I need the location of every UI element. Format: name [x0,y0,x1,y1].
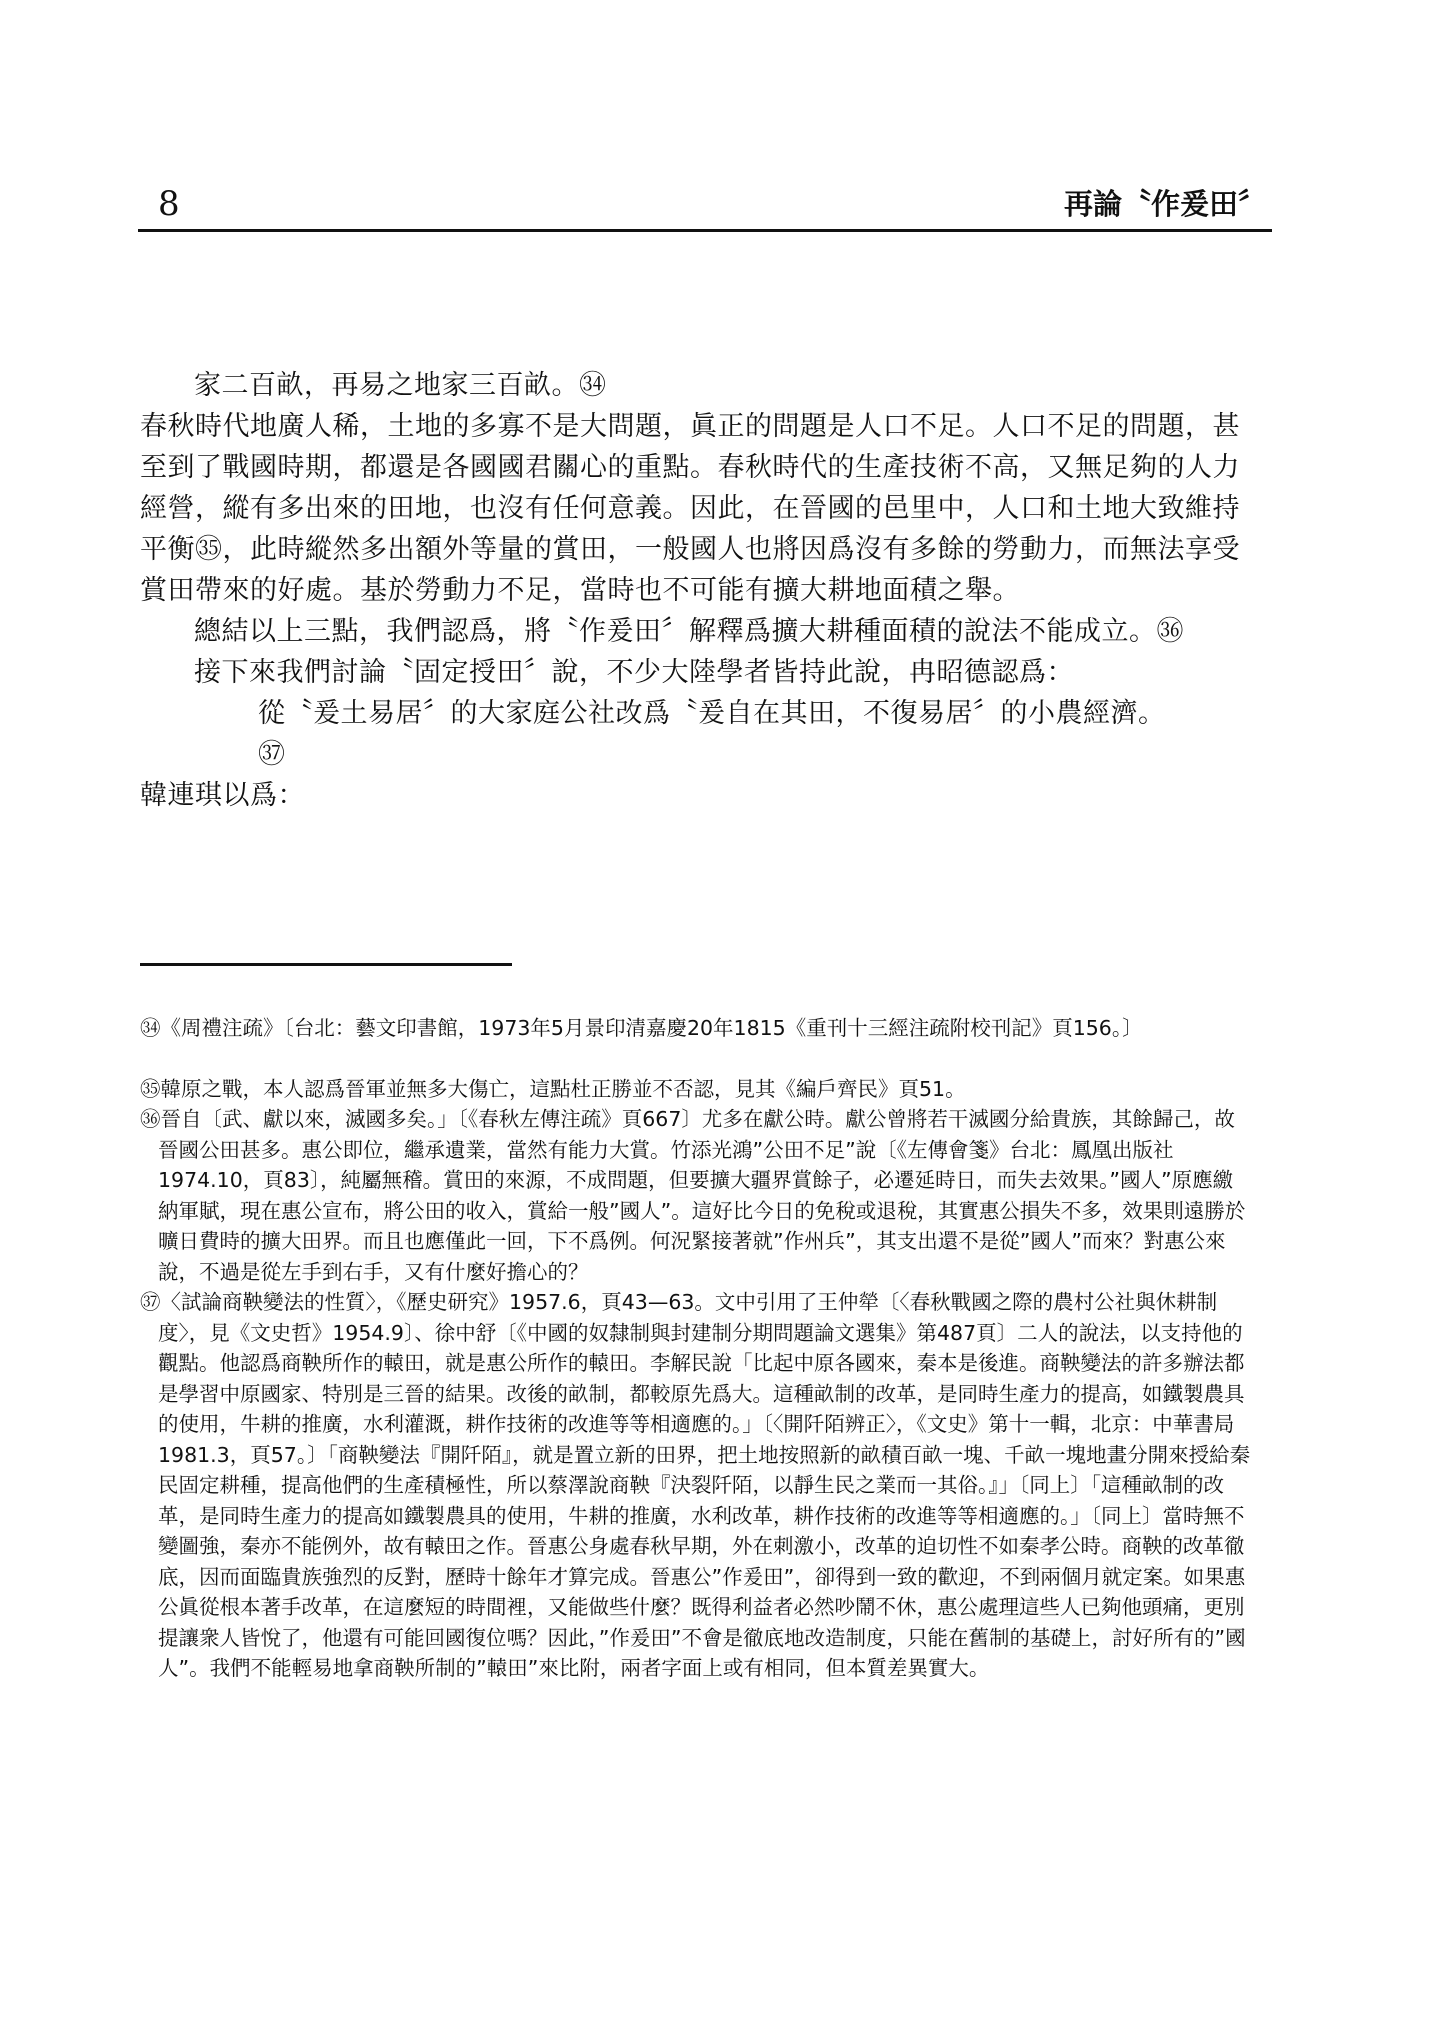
footnotes [140,1013,1252,1684]
footnote-rule [140,963,512,966]
paragraph-fixed-allotment: 接下來我們討論〝固定授田〞說，不少大陸學者皆持此說，冉昭德認爲： [194,657,1074,688]
paragraph-conclusion: 總結以上三點，我們認爲，將〝作爰田〞解釋爲擴大耕種面積的說法不能成立。㊱ [194,616,1184,647]
page-number: 8 [158,184,180,224]
body-text [140,365,1250,816]
footnote-36: ㊱晉自〔武、獻以來，滅國多矣。」〔《春秋左傳注疏》頁667〕尤多在獻公時。獻公曾將若干滅國分給貴族，其餘歸己，故晉國公田甚多。惠公即位，繼承遺業，當然有能力大賞。竹添光鴻”公田不足”說〔《左傳會箋》台北：鳳凰出版社1974.10，頁83〕，純屬無稽。賞田的來源，不成問題，但要擴大疆界賞餘子，必遷延時日，而失去效果。”國人”原應繳納軍賦，現在惠公宣布，將公田的收入，賞給一般”國人”。這好比今日的免稅或退稅，其實惠公損失不多，效果則遠勝於曠日費時的擴大田界。而且也應僅此一回，下不爲例。何況緊接著就”作州兵”，其支出還不是從”國人”而來？對惠公來說，不過是從左手到右手，又有什麼好擔心的？ [140,1107,1246,1284]
block-quote: 從〝爰土易居〞的大家庭公社改爲〝爰自在其田，不復易居〞的小農經濟。 [258,698,1166,729]
running-title: 再論〝作爰田〞 [1063,187,1267,221]
footnote-34: ㉞《周禮注疏》〔台北：藝文印書館，1973年5月景印清嘉慶20年1815《重刊十三經注疏附校刊記》頁156。〕 [140,1016,1143,1040]
footnote-35: ㉟韓原之戰，本人認爲晉軍並無多大傷亡，這點杜正勝並不否認，見其《編戶齊民》頁51。 [140,1076,966,1101]
paragraph-quote-end: 家二百畝，再易之地家三百畝。㉞ [194,370,607,401]
paragraph-population: 春秋時代地廣人稀，土地的多寡不是大問題，眞正的問題是人口不足。人口不足的問題，甚至到了戰國時期，都還是各國國君關心的重點。春秋時代的生產技術不高，又無足夠的人力經營，縱有多出來的田地，也沒有任何意義。因此，在晉國的邑里中，人口和土地大致維持平衡㉟，此時縱然多出額外等量的賞田，一般國人也將因爲沒有多餘的勞動力，而無法享受賞田帶來的好處。基於勞動力不足，當時也不可能有擴大耕地面積之舉。 [140,411,1240,606]
paragraph-han-lianqi: 韓連琪以爲： [140,780,305,811]
header-rule [138,229,1272,232]
footnote-37: ㊲〈試論商鞅變法的性質〉，《歷史研究》1957.6，頁43—63。文中引用了王仲犖〔〈春秋戰國之際的農村公社與休耕制度〉，見《文史哲》1954.9〕、徐中舒〔《中國的奴隸制與封建制分期問題論文選集》第487頁〕二人的說法，以支持他的觀點。他認爲商鞅所作的轅田，就是惠公所作的轅田。李解民說「比起中原各國來，秦本是後進。商鞅變法的許多辦法都是學習中原國家、特別是三晉的結果。改後的畝制，都較原先爲大。這種畝制的改革，是同時生產力的提高，如鐵製農具的使用，牛耕的推廣，水利灌溉，耕作技術的改進等等相適應的。」〔〈開阡陌辨正〉，《文史》第十一輯，北京：中華書局1981.3，頁57。〕「商鞅變法『開阡陌』，就是置立新的田界，把土地按照新的畝積百畝一塊、千畝一塊地畫分開來授給秦民固定耕種，提高他們的生產積極性，所以蔡澤說商鞅『決裂阡陌，以靜生民之業而一其俗。』」〔同上〕「這種畝制的改革，是同時生產力的提高如鐵製農具的使用，牛耕的推廣，水利改革，耕作技術的改進等等相適應的。」〔同上〕當時無不變圖強，秦亦不能例外，故有轅田之作。晉惠公身處春秋早期，外在刺激小，改革的迫切性不如秦孝公時。商鞅的改革徹底，因而面臨貴族強烈的反對，歷時十餘年才算完成。晉惠公”作爰田”，卻得到一致的歡迎，不到兩個月就定案。如果惠公眞從根本著手改革，在這麼短的時間裡，又能做些什麼？既得利益者必然吵鬧不休，惠公處理這些人已夠他頭痛，更別提讓衆人皆悅了，他還有可能回國復位嗎？因此，”作爰田”不會是徹底地改造制度，只能在舊制的基礎上，討好所有的”國人”。我們不能輕易地拿商鞅所制的”轅田”來比附，兩者字面上或有相同，但本質差異實大。 [140,1290,1251,1680]
block-quote-footnote-ref: ㊲ [258,739,286,770]
